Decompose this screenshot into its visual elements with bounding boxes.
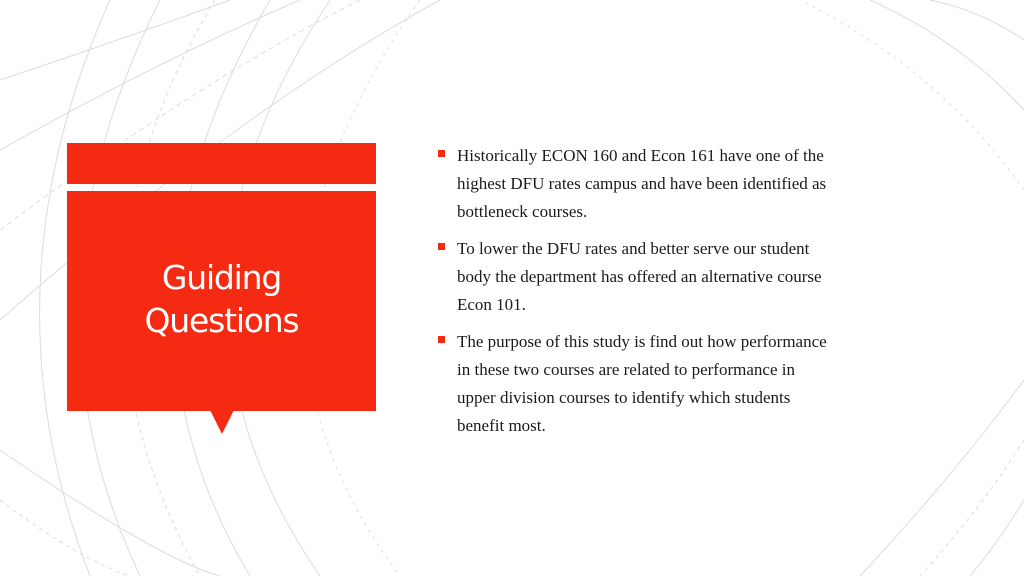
bullet-line: body the department has offered an alternative course [457,267,822,286]
bullet-line: To lower the DFU rates and better serve our student [457,239,810,258]
decor-arc [0,500,130,576]
decor-arc [0,0,300,150]
bullet-line: Econ 101. [457,295,526,314]
bullet-list [437,142,957,449]
decor-arc [0,0,230,80]
decor-arc [930,0,1024,40]
decor-arc [0,450,220,576]
slide-title [145,256,299,342]
bullet-line: benefit most. [457,416,546,435]
decor-arc [920,440,1024,576]
square-bullet-icon [438,243,445,250]
title-pointer-triangle [210,410,234,434]
bullet-line: upper division courses to identify which students [457,388,791,407]
title-box [67,191,376,411]
decor-arc [970,500,1024,576]
bullet-line: highest DFU rates campus and have been identified as [457,174,827,193]
bullet-line: bottleneck courses. [457,202,588,221]
bullet-item [437,235,957,319]
bullet-line: Historically ECON 160 and Econ 161 have one of the [457,146,824,165]
bullet-line: The purpose of this study is find out how performance [457,332,827,351]
square-bullet-icon [438,150,445,157]
decor-arc [870,0,1024,110]
slide-title-line: Guiding [161,258,282,297]
title-accent-bar [67,143,376,184]
square-bullet-icon [438,336,445,343]
slide-title-line: Questions [144,301,299,340]
bullet-item [437,328,957,440]
bullet-line: in these two courses are related to performance in [457,360,795,379]
bullet-item [437,142,957,226]
